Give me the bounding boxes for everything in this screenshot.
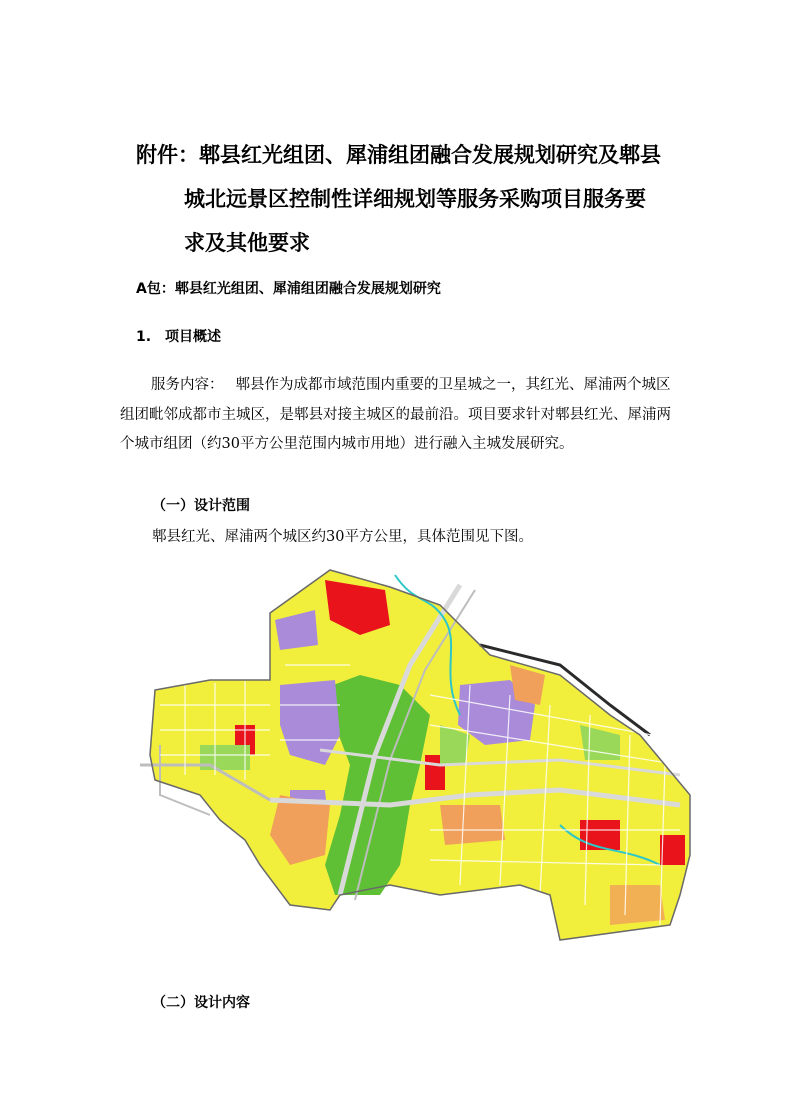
document-title	[136, 133, 676, 265]
service-label: 服务内容：	[151, 377, 224, 393]
commercial-area-5	[660, 835, 685, 865]
title-line-1: 附件：郫县红光组团、犀浦组团融合发展规划研究及郫县	[136, 143, 661, 167]
title-line-3: 求及其他要求	[184, 231, 310, 255]
design-scope-text: 郫县红光、犀浦两个城区约30平方公里，具体范围见下图。	[152, 529, 533, 545]
industrial-area-4	[610, 885, 665, 925]
service-text: 郫县作为成都市域范围内重要的卫星城之一，其红光、犀浦两个城区组团毗邻成都市主城区，是郫县对接主城区的最前沿。项目要求针对郫县红光、犀浦两个城市组团（约30平方公里范围内城市用地）进行融入主城发展研究。	[120, 377, 671, 452]
service-paragraph	[120, 371, 680, 460]
section-1-heading: 1. 项目概述	[136, 329, 222, 345]
design-scope-heading: （一）设计范围	[152, 498, 250, 514]
design-content-heading: （二）设计内容	[152, 995, 250, 1011]
land-use-map-image	[140, 565, 700, 945]
title-line-2: 城北远景区控制性详细规划等服务采购项目服务要	[184, 187, 646, 211]
planning-map	[140, 565, 700, 945]
industrial-area-2	[440, 805, 505, 845]
package-heading: A包：郫县红光组团、犀浦组团融合发展规划研究	[136, 281, 441, 297]
